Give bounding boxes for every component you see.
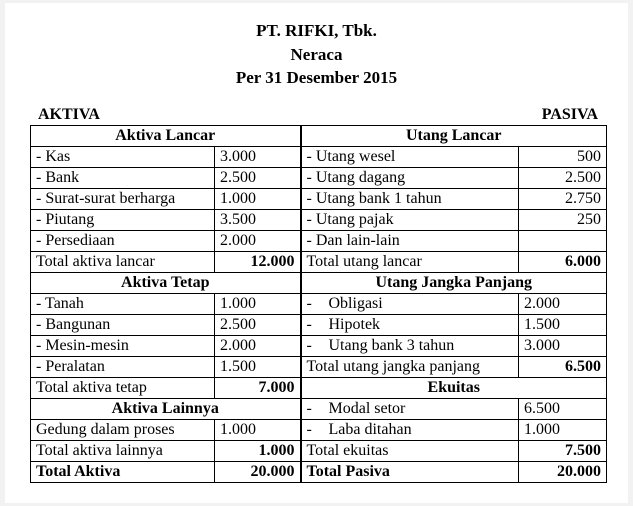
item-name: - Persediaan <box>31 231 215 252</box>
item-value: 3.000 <box>215 147 301 168</box>
item-value: 1.000 <box>215 294 301 315</box>
item-name: - Mesin-mesin <box>31 336 215 357</box>
table-row-total <box>31 252 607 273</box>
table-row <box>31 294 607 315</box>
item-name: - Peralatan <box>31 357 215 378</box>
item-value: 2.000 <box>215 231 301 252</box>
item-value: 2.500 <box>215 168 301 189</box>
item-name: - Surat-surat berharga <box>31 189 215 210</box>
item-name: - Tanah <box>31 294 215 315</box>
total-value: 7.000 <box>215 378 301 399</box>
item-value: 2.000 <box>215 336 301 357</box>
table-row <box>31 147 607 168</box>
item-name <box>301 399 519 420</box>
balance-sheet-table <box>30 125 607 483</box>
item-label: Modal setor <box>328 400 406 417</box>
total-value: 7.500 <box>519 441 607 462</box>
section-header-aktiva-tetap: Aktiva Tetap <box>31 273 301 294</box>
item-value: 1.000 <box>215 420 301 441</box>
item-value: 2.500 <box>519 168 607 189</box>
grand-total-aktiva-label: Total Aktiva <box>31 462 215 483</box>
table-row <box>31 357 607 378</box>
item-name <box>301 336 519 357</box>
item-name: - Utang wesel <box>301 147 519 168</box>
grand-total-aktiva-value: 20.000 <box>215 462 301 483</box>
table-row <box>31 399 607 420</box>
item-value: 3.500 <box>215 210 301 231</box>
item-name: - Dan lain-lain <box>301 231 519 252</box>
aktiva-label: AKTIVA <box>38 106 100 123</box>
item-value: 250 <box>519 210 607 231</box>
section-header-utang-jangka-panjang: Utang Jangka Panjang <box>301 273 607 294</box>
table-row-grand-total <box>31 462 607 483</box>
report-period: Per 31 Desember 2015 <box>235 68 398 87</box>
item-label: Laba ditahan <box>328 421 412 438</box>
item-value: 1.000 <box>215 189 301 210</box>
item-dash: - <box>306 316 312 333</box>
section-header-ekuitas: Ekuitas <box>301 378 607 399</box>
total-label: Total aktiva lancar <box>31 252 215 273</box>
section-header-utang-lancar: Utang Lancar <box>301 126 607 147</box>
item-value: 6.500 <box>519 399 607 420</box>
item-label: Obligasi <box>328 295 383 312</box>
item-label: Hipotek <box>328 316 381 333</box>
item-value: 2.500 <box>215 315 301 336</box>
pasiva-label: PASIVA <box>541 106 598 123</box>
item-name: - Piutang <box>31 210 215 231</box>
total-label: Total aktiva tetap <box>31 378 215 399</box>
item-value: 1.500 <box>215 357 301 378</box>
total-value: 12.000 <box>215 252 301 273</box>
item-name <box>301 420 519 441</box>
table-row <box>31 210 607 231</box>
table-row <box>31 168 607 189</box>
total-label: Total aktiva lainnya <box>31 441 215 462</box>
item-name: - Bank <box>31 168 215 189</box>
table-row <box>31 126 607 147</box>
table-row <box>31 273 607 294</box>
item-value: 500 <box>519 147 607 168</box>
table-row <box>31 189 607 210</box>
table-row <box>31 315 607 336</box>
company-name: PT. RIFKI, Tbk. <box>256 21 377 40</box>
table-row <box>31 420 607 441</box>
report-title: Neraca <box>290 45 343 64</box>
section-header-aktiva-lancar: Aktiva Lancar <box>31 126 301 147</box>
item-name <box>301 315 519 336</box>
table-row-total <box>31 441 607 462</box>
item-name: - Utang bank 1 tahun <box>301 189 519 210</box>
item-value <box>519 231 607 252</box>
grand-total-pasiva-value: 20.000 <box>519 462 607 483</box>
item-name: Gedung dalam proses <box>31 420 215 441</box>
table-row <box>31 336 607 357</box>
total-value: 6.000 <box>519 252 607 273</box>
item-value: 3.000 <box>519 336 607 357</box>
item-dash: - <box>306 295 312 312</box>
item-dash: - <box>306 421 312 438</box>
item-value: 2.750 <box>519 189 607 210</box>
section-header-aktiva-lainnya: Aktiva Lainnya <box>31 399 301 420</box>
item-name: - Utang pajak <box>301 210 519 231</box>
item-value: 1.000 <box>519 420 607 441</box>
total-label: Total utang jangka panjang <box>301 357 519 378</box>
item-name: - Kas <box>31 147 215 168</box>
item-name: - Bangunan <box>31 315 215 336</box>
item-dash: - <box>306 400 312 417</box>
total-value: 6.500 <box>519 357 607 378</box>
item-name: - Utang dagang <box>301 168 519 189</box>
item-name <box>301 294 519 315</box>
total-label: Total utang lancar <box>301 252 519 273</box>
table-row <box>31 231 607 252</box>
total-label: Total ekuitas <box>301 441 519 462</box>
table-row <box>31 378 607 399</box>
item-label: Utang bank 3 tahun <box>328 337 455 354</box>
total-value: 1.000 <box>215 441 301 462</box>
item-value: 1.500 <box>519 315 607 336</box>
item-value: 2.000 <box>519 294 607 315</box>
item-dash: - <box>306 337 312 354</box>
grand-total-pasiva-label: Total Pasiva <box>301 462 519 483</box>
